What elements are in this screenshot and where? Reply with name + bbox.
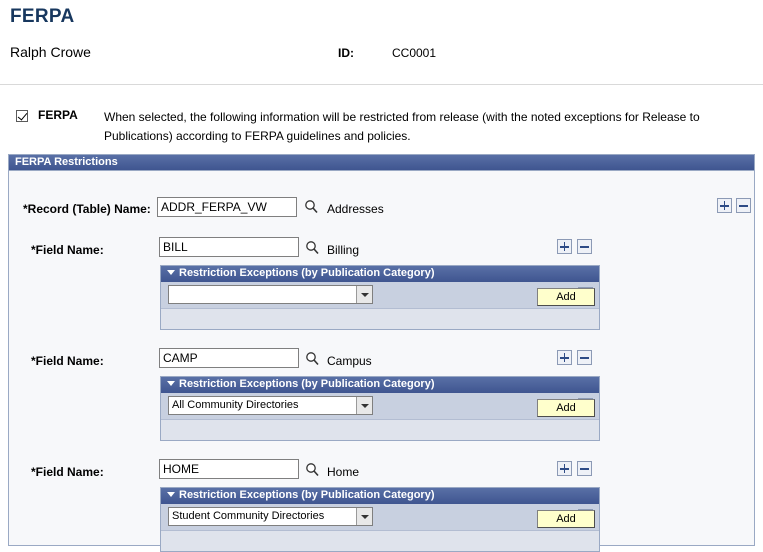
- restriction-exceptions-body-3: [161, 504, 599, 551]
- restriction-exceptions-title-3[interactable]: [161, 488, 599, 504]
- group-body: [9, 171, 754, 545]
- field-name-input-2[interactable]: [159, 348, 299, 368]
- restriction-exceptions-title-text-3: Restriction Exceptions (by Publication Category): [179, 489, 435, 501]
- exception-select-value-3: Student Community Directories: [172, 510, 325, 522]
- restriction-exceptions-body-2: [161, 393, 599, 440]
- exception-select-3[interactable]: [168, 507, 373, 526]
- field-name-label-2: *Field Name:: [31, 354, 104, 368]
- chevron-down-icon-1[interactable]: [356, 286, 372, 303]
- group-title: FERPA Restrictions: [9, 155, 754, 171]
- field-add-row-button-2[interactable]: [557, 350, 572, 365]
- exception-row-3: [161, 504, 599, 531]
- field-name-label-3: *Field Name:: [31, 465, 104, 479]
- collapse-triangle-icon-1[interactable]: [167, 270, 175, 275]
- field-name-input-1[interactable]: [159, 237, 299, 257]
- ferpa-checkbox[interactable]: [16, 110, 28, 122]
- restriction-exceptions-title-2[interactable]: [161, 377, 599, 393]
- field-name-description-2: Campus: [327, 354, 372, 368]
- record-name-label: *Record (Table) Name:: [23, 202, 151, 216]
- field-delete-row-button-2[interactable]: [577, 350, 592, 365]
- exception-row-2: [161, 393, 599, 420]
- record-name-description: Addresses: [327, 202, 384, 216]
- field-name-lookup-icon-1[interactable]: [305, 240, 319, 255]
- restriction-exceptions-title-text-2: Restriction Exceptions (by Publication Category): [179, 378, 435, 390]
- restriction-exceptions-title-text-1: Restriction Exceptions (by Publication Category): [179, 267, 435, 279]
- add-exception-button-2[interactable]: Add: [537, 399, 595, 417]
- exception-select-value-2: All Community Directories: [172, 399, 299, 411]
- record-delete-row-button[interactable]: [736, 198, 751, 213]
- person-name: Ralph Crowe: [10, 44, 91, 60]
- field-delete-row-button-1[interactable]: [577, 239, 592, 254]
- page-title: FERPA: [10, 6, 75, 27]
- chevron-down-icon-2[interactable]: [356, 397, 372, 414]
- field-name-description-1: Billing: [327, 243, 360, 257]
- field-delete-row-button-3[interactable]: [577, 461, 592, 476]
- record-name-input[interactable]: [157, 197, 297, 217]
- field-add-row-button-1[interactable]: [557, 239, 572, 254]
- field-name-input-3[interactable]: [159, 459, 299, 479]
- field-name-lookup-icon-3[interactable]: [305, 462, 319, 477]
- add-exception-button-1[interactable]: Add: [537, 288, 595, 306]
- ferpa-checkbox-label: FERPA: [38, 108, 78, 122]
- restriction-exceptions-box-1: [160, 265, 600, 330]
- record-name-lookup-icon[interactable]: [304, 199, 318, 214]
- id-value: CC0001: [392, 46, 437, 60]
- restriction-exceptions-title-1[interactable]: [161, 266, 599, 282]
- id-label: ID:: [338, 46, 354, 60]
- collapse-triangle-icon-2[interactable]: [167, 381, 175, 386]
- restriction-exceptions-box-3: [160, 487, 600, 552]
- field-name-description-3: Home: [327, 465, 360, 479]
- exception-row-1: [161, 282, 599, 309]
- header-divider: [0, 84, 763, 85]
- ferpa-toggle-row: [16, 108, 756, 143]
- exception-select-1[interactable]: [168, 285, 373, 304]
- ferpa-description: When selected, the following information will be restricted from release (with the noted exceptions for Release to Publications) according to FERPA guidelines and policies.: [104, 110, 700, 143]
- exception-select-2[interactable]: [168, 396, 373, 415]
- field-name-label-1: *Field Name:: [31, 243, 104, 257]
- restriction-exceptions-body-1: [161, 282, 599, 329]
- collapse-triangle-icon-3[interactable]: [167, 492, 175, 497]
- record-add-row-button[interactable]: [717, 198, 732, 213]
- restriction-exceptions-box-2: [160, 376, 600, 441]
- chevron-down-icon-3[interactable]: [356, 508, 372, 525]
- field-name-lookup-icon-2[interactable]: [305, 351, 319, 366]
- add-exception-button-3[interactable]: Add: [537, 510, 595, 528]
- field-add-row-button-3[interactable]: [557, 461, 572, 476]
- ferpa-restrictions-group: [8, 154, 755, 546]
